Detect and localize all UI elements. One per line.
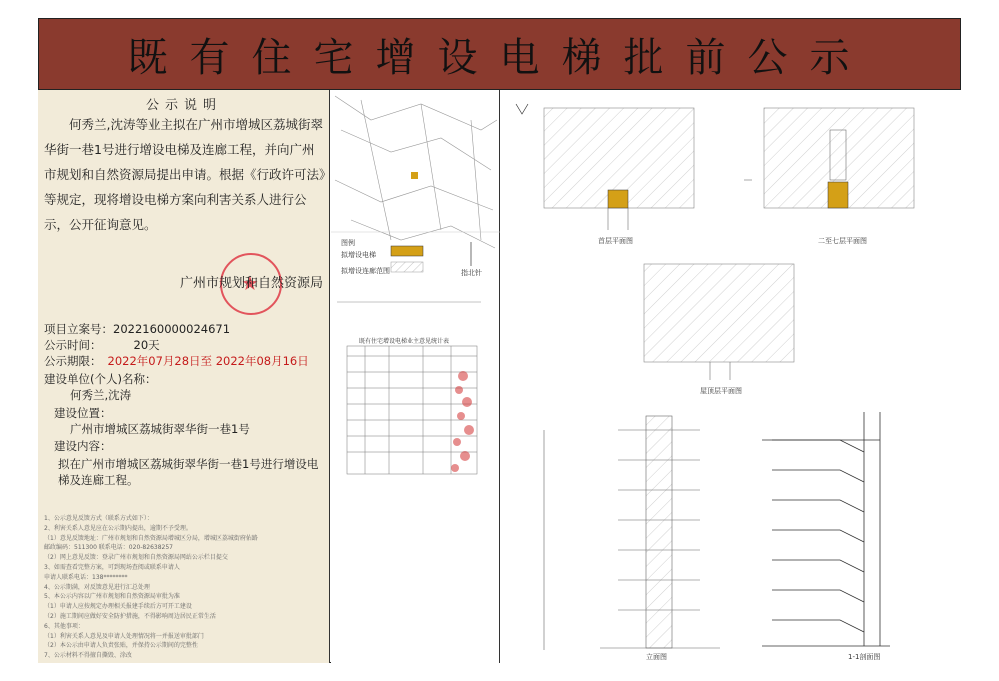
note-item: 申请人联系电话：138******** <box>44 573 128 581</box>
plan-b-caption: 二至七层平面图 <box>818 237 867 245</box>
architectural-drawings <box>500 90 961 663</box>
note-item: 6、其他事项： <box>44 622 84 630</box>
notice-panel <box>38 90 330 663</box>
note-item: 5、本公示内容以广州市规划和自然资源局审批为准 <box>44 593 180 601</box>
period-row <box>44 354 309 368</box>
issuing-authority: 广州市规划和自然资源局 <box>180 276 324 291</box>
note-item: 2、利害关系人意见应在公示期内提出，逾期不予受理。 <box>44 524 192 532</box>
legend-corridor-label: 拟增设连廊范围 <box>341 267 390 275</box>
legend-elevator-label: 拟增设电梯 <box>341 251 376 259</box>
note-item: 7、公示材料不得擅自撕毁、涂改 <box>44 652 132 660</box>
applicant-value: 何秀兰,沈涛 <box>70 388 132 402</box>
note-item: （1）利害关系人意见及申请人处理情况将一并报送审批部门 <box>44 632 204 640</box>
table-title: 既有住宅增设电梯业主意见统计表 <box>359 338 450 345</box>
period-label: 公示期限： <box>44 354 102 368</box>
owner-fingerprints <box>451 371 474 472</box>
duration-row <box>44 338 160 352</box>
north-icon <box>516 104 528 114</box>
plan-c-caption: 屋顶层平面图 <box>700 387 742 395</box>
notice-heading: 公示说明 <box>145 98 222 113</box>
site-marker-icon <box>411 172 418 179</box>
period-value: 2022年07月28日至 2022年08月16日 <box>107 354 309 368</box>
drawings-panel <box>500 90 961 663</box>
note-item: 1、公示意见反馈方式（联系方式如下）： <box>44 515 153 522</box>
section-caption: 1-1剖面图 <box>848 653 881 661</box>
content-value: 拟在广州市增城区荔城街翠华街一巷1号进行增设电梯及连廊工程。 <box>58 457 319 487</box>
roof-plan <box>644 264 794 362</box>
note-item: 3、如需查看完整方案，可到现场查阅或联系申请人 <box>44 563 180 571</box>
note-item: 4、公示期满，对反馈意见进行汇总处理 <box>44 583 150 591</box>
title-banner <box>38 18 961 90</box>
note-item: （2）网上意见反馈：登录广州市规划和自然资源局网站公示栏目提交 <box>44 554 228 562</box>
poster-title: 既有住宅增设电梯批前公示 <box>127 34 872 81</box>
duration-label: 公示时间： <box>44 338 102 352</box>
note-item: （1）意见反馈地址：广州市规划和自然资源局增城区分局，增城区荔城街府佑路 <box>44 534 258 542</box>
duration-value: 20天 <box>133 338 160 352</box>
project-code-row <box>44 322 230 336</box>
content-label: 建设内容： <box>54 439 112 453</box>
plan-b-elevator <box>828 182 848 208</box>
elevation-caption: 立面图 <box>646 653 667 661</box>
legend-corridor-swatch <box>391 262 423 272</box>
site-plan-drawing <box>331 90 500 663</box>
legend-elevator-swatch <box>391 246 423 256</box>
notice-body: 何秀兰,沈涛等业主拟在广州市增城区荔城街翠华街一巷1号进行增设电梯及连廊工程，并向广州市规划和自然资源局提出申请。根据《行政许可法》等规定，现将增设电梯方案向利害关系人进行公示，公开征询意见。 <box>44 117 326 232</box>
project-code: 2022160000024671 <box>113 322 231 336</box>
plan-a-elevator <box>608 190 628 208</box>
note-item: （2）本公示由申请人负责张贴，并保持公示期间的完整性 <box>44 642 198 650</box>
north-label: 指北针 <box>461 269 482 277</box>
applicant-label: 建设单位(个人)名称： <box>44 372 157 386</box>
note-item: 邮政编码：511300 联系电话：020-82638257 <box>44 544 173 552</box>
elevation-drawing <box>544 416 720 650</box>
section-drawing <box>762 412 890 646</box>
owner-consent-table <box>347 346 477 474</box>
location-value: 广州市增城区荔城街翠华街一巷1号 <box>70 422 250 436</box>
project-code-label: 项目立案号： <box>44 322 113 336</box>
notes-list <box>44 514 326 661</box>
legend-title: 图例 <box>341 239 355 247</box>
note-item: （2）施工期间应做好安全防护措施，不得影响周边居民正常生活 <box>44 612 216 620</box>
note-item: （1）申请人应按规定办理相关报建手续后方可开工建设 <box>44 603 192 611</box>
site-plan-panel <box>331 90 500 663</box>
location-label: 建设位置： <box>54 406 112 420</box>
plan-a-caption: 首层平面图 <box>598 237 633 245</box>
